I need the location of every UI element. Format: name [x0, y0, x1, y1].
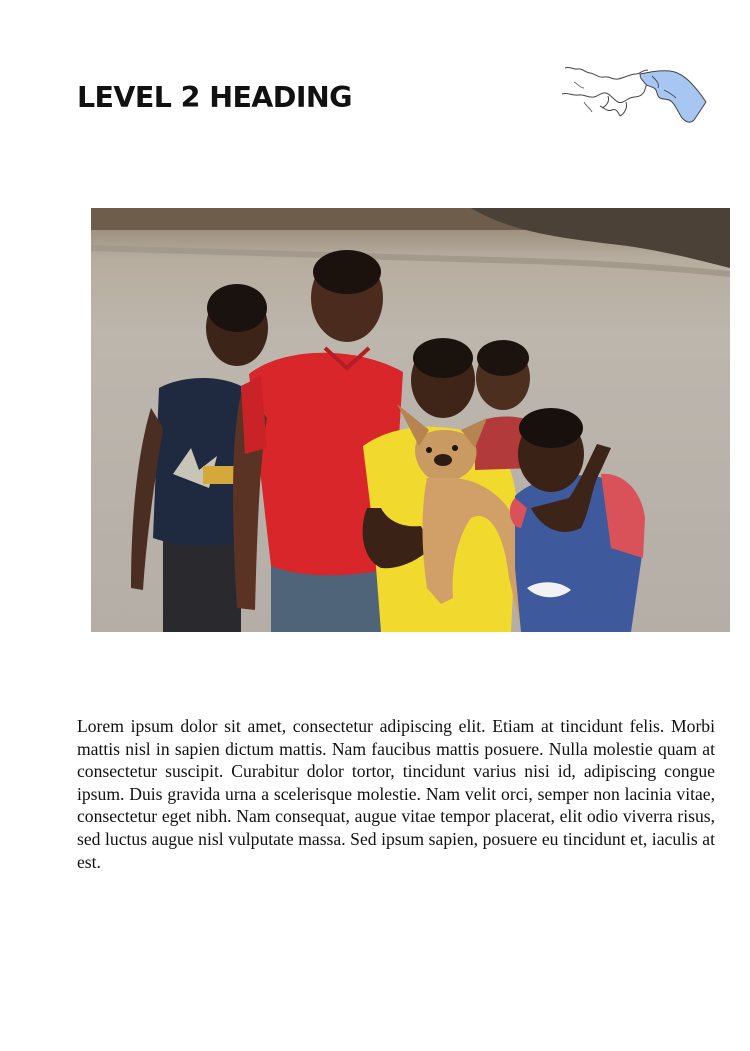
coastline-line: [565, 67, 648, 79]
children-with-puppy-photo: [91, 208, 730, 632]
highlighted-region: [640, 71, 706, 122]
region-map-graphic: [560, 62, 712, 134]
inland-lines: [600, 96, 627, 116]
body-paragraph: Lorem ipsum dolor sit amet, consectetur adipiscing elit. Etiam at tincidunt felis. Morbi mattis nisl in sapien dictum mattis. Nam faucibus mattis posuere. Nulla molestie quam at consectetur suscipit. Curabitur dolor tortor, tincidunt varius nisi id, adipiscing congue ipsum. Duis gravida urna a scelerisque molestie. Nam velit orci, semper non lacinia vitae, consectetur eget nibh. Nam consequat, augue vitae tempor placerat, elit odio viverra risus, sed luctus augue nisl vulputate massa. Sed ipsum sapien, posuere eu tincidunt et, iaculis at est.: [77, 716, 715, 872]
page-heading: LEVEL 2 HEADING: [77, 81, 352, 114]
region-map-icon: [560, 62, 712, 134]
boundary-line: [562, 80, 650, 103]
photo-illustration: [91, 208, 730, 632]
